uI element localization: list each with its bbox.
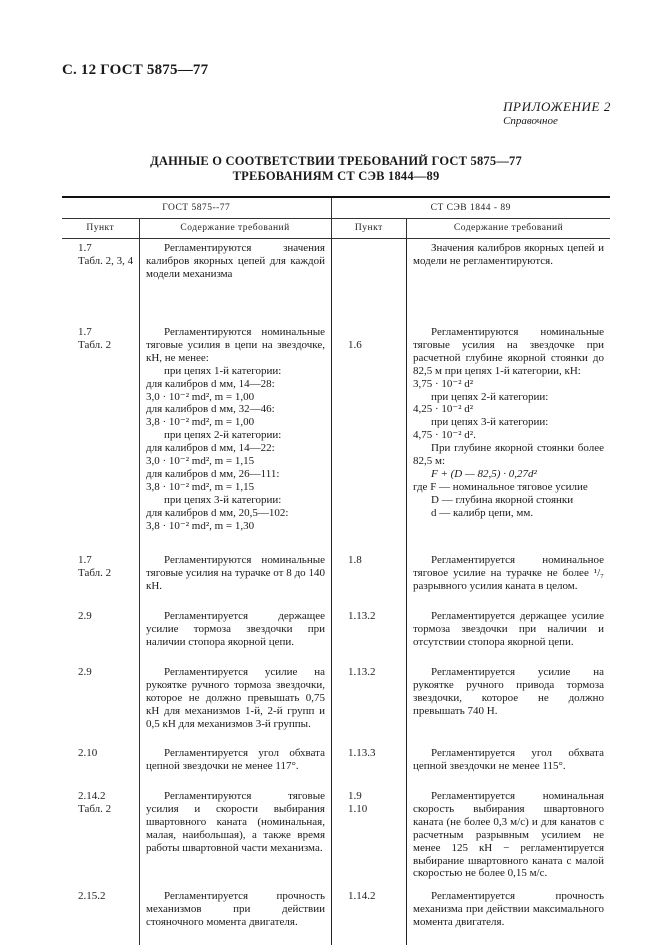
gost-table-ref: Табл. 2 — [78, 566, 112, 579]
gost-table-ref: Табл. 2 — [78, 338, 112, 351]
gost-point-cell — [62, 663, 139, 744]
page-header: С. 12 ГОСТ 5875—77 — [62, 62, 209, 78]
sev-content-cell: Значения калибров якорных цепей и модели не регламентируются. — [406, 239, 610, 323]
sev-content-cell — [406, 323, 610, 551]
gost-point: 2.10 — [78, 747, 98, 759]
table-body — [62, 239, 610, 945]
formula-line: F + (D — 82,5) · 0,27d² — [431, 467, 537, 480]
text-line: d — калибр цепи, мм. — [431, 506, 534, 519]
formula-line: 4,75 · 10⁻² d². — [413, 429, 476, 442]
correspondence-table — [62, 196, 610, 945]
formula-line: 3,75 · 10⁻² d² — [413, 377, 474, 390]
table-row — [62, 607, 610, 663]
sev-point-cell — [331, 323, 406, 551]
gost-point-cell — [62, 887, 139, 945]
sev-point-cell — [331, 787, 406, 887]
document-title — [62, 154, 610, 184]
gost-point-cell — [62, 607, 139, 663]
formula-line: 3,0 · 10⁻² md², m = 1,00 — [146, 390, 255, 403]
formula-line: 3,8 · 10⁻² md², m = 1,00 — [146, 416, 255, 429]
gost-point-cell — [62, 323, 139, 551]
sev-content-cell: Регламентируется угол обхвата цепной звездочки не менее 115°. — [406, 744, 610, 787]
sev-point-cell — [331, 239, 406, 323]
gost-content-cell: Регламентируются значения калибров якорных цепей для каждой модели механизма — [139, 239, 331, 323]
text-line: для калибров d мм, 20,5—102: — [146, 506, 289, 519]
title-line-2: ТРЕБОВАНИЯМ СТ СЭВ 1844—89 — [232, 169, 440, 183]
gost-point-cell — [62, 787, 139, 887]
gost-point: 2.15.2 — [78, 890, 106, 902]
gost-content-cell: Регламентируется усилие на рукоятке ручного тормоза звездочки, которое не должно превышать 0,75 кН для механизмов 1-й, 2-й групп и 0,5 кН для механизмов 3-й группы. — [139, 663, 331, 744]
gost-content-cell: Регламентируется держащее усилие тормоза звездочки при наличии стопора якорной цепи. — [139, 607, 331, 663]
sev-point: 1.13.3 — [348, 747, 376, 759]
gost-content-cell — [139, 323, 331, 551]
text-line: при цепях 1-й категории: — [164, 364, 282, 377]
table-row — [62, 551, 610, 607]
title-line-1: ДАННЫЕ О СООТВЕТСТВИИ ТРЕБОВАНИЙ ГОСТ 5875—77 — [150, 154, 522, 168]
sev-point-cell — [331, 607, 406, 663]
gost-point: 1.7 — [78, 326, 92, 338]
sev-content-cell: Регламентируется номинальное тяговое усилие на турачке не более ¹/₇ разрывного усилия каната в целом. — [406, 551, 610, 607]
text-line: при цепях 3-й категории: — [164, 493, 282, 506]
appendix-label — [503, 99, 611, 127]
table-row — [62, 787, 610, 887]
sev-point: 1.13.2 — [348, 666, 376, 678]
text-line: Регламентируются номинальные тяговые усилия на звездочке при расчетной глубине якорной стоянки до 82,5 м при цепях 1-й категории, кН: — [413, 326, 604, 377]
sev-point-cell — [331, 551, 406, 607]
text-line: для калибров d мм, 14—22: — [146, 442, 275, 455]
appendix-number: ПРИЛОЖЕНИЕ 2 — [503, 99, 611, 114]
sev-point: 1.14.2 — [348, 890, 376, 902]
text-line: при цепях 3-й категории: — [431, 416, 549, 429]
sev-point: 1.8 — [348, 554, 362, 566]
formula-line: 3,8 · 10⁻² md², m = 1,15 — [146, 480, 255, 493]
table-row — [62, 663, 610, 744]
sev-point: 1.13.2 — [348, 610, 376, 622]
gost-point: 2.9 — [78, 610, 92, 622]
text-line: для калибров d мм, 26—111: — [146, 467, 280, 480]
gost-point: 1.7 — [78, 242, 92, 254]
group-header-row — [62, 198, 610, 219]
gost-point: 1.7 — [78, 554, 92, 566]
text-line: при цепях 2-й категории: — [164, 429, 282, 442]
sev-point-cell — [331, 887, 406, 945]
gost-table-ref: Табл. 2, 3, 4 — [78, 254, 134, 267]
table-row — [62, 887, 610, 945]
sev-point: 1.9 — [348, 790, 362, 802]
sev-point-cell — [331, 663, 406, 744]
text-line: D — глубина якорной стоянки — [431, 493, 574, 506]
column-header-gost-content: Содержание требований — [139, 219, 331, 238]
table-row — [62, 323, 610, 551]
gost-content-cell: Регламентируются тяговые усилия и скорости выбирания швартовного каната (номинальная, малая, наибольшая), а также время работы швартовной части механизма. — [139, 787, 331, 887]
gost-point: 2.9 — [78, 666, 92, 678]
gost-content-cell: Регламентируются номинальные тяговые усилия на турачке от 8 до 140 кН. — [139, 551, 331, 607]
text-line: Регламентируются номинальные тяговые усилия в цепи на звездочке, кН, не менее: — [146, 326, 325, 364]
table-row — [62, 239, 610, 323]
table-row — [62, 744, 610, 787]
formula-line: 3,8 · 10⁻² md², m = 1,30 — [146, 519, 255, 532]
formula-line: 4,25 · 10⁻² d² — [413, 403, 474, 416]
gost-content-cell: Регламентируется угол обхвата цепной звездочки не менее 117°. — [139, 744, 331, 787]
column-header-sev-content: Содержание требований — [406, 219, 610, 238]
sev-content-cell: Регламентируется держащее усилие тормоза звездочки при наличии и отсутствии стопора якорной цепи. — [406, 607, 610, 663]
appendix-type: Справочное — [503, 115, 558, 127]
gost-point-cell — [62, 551, 139, 607]
gost-point-cell — [62, 744, 139, 787]
sev-point: 1.10 — [348, 802, 368, 815]
text-line: для калибров d мм, 32—46: — [146, 403, 275, 416]
group-header-sev: СТ СЭВ 1844 - 89 — [331, 198, 610, 218]
sev-content-cell: Регламентируется усилие на рукоятке ручного привода тормоза звездочки, которое не должно превышать 740 Н. — [406, 663, 610, 744]
text-line: При глубине якорной стоянки более 82,5 м: — [413, 442, 604, 468]
gost-point-cell — [62, 239, 139, 323]
text-line: при цепях 2-й категории: — [431, 390, 549, 403]
group-header-gost: ГОСТ 5875--77 — [162, 203, 231, 213]
gost-point: 2.14.2 — [78, 790, 106, 802]
text-line: для калибров d мм, 14—28: — [146, 377, 275, 390]
sev-content-cell: Регламентируется прочность механизма при действии максимального момента двигателя. — [406, 887, 610, 945]
column-header-row — [62, 219, 610, 239]
column-header-gost-point: Пункт — [86, 223, 115, 233]
column-header-sev-point: Пункт — [331, 219, 407, 238]
formula-line: 3,0 · 10⁻² md², m = 1,15 — [146, 455, 255, 468]
text-line: где F — номинальное тяговое усилие — [413, 480, 588, 493]
gost-content-cell: Регламентируется прочность механизмов при действии стояночного момента двигателя. — [139, 887, 331, 945]
sev-point-cell — [331, 744, 406, 787]
sev-point: 1.6 — [348, 339, 362, 351]
gost-table-ref: Табл. 2 — [78, 802, 112, 815]
sev-content-cell: Регламентируется номинальная скорость выбирания швартовного каната (не более 0,3 м/с) и для канатов с расчетным разрывным усилием не менее 125 кН − регламентируется выбирание швартовного каната с малой скоростью не более 0,15 м/с. — [406, 787, 610, 887]
